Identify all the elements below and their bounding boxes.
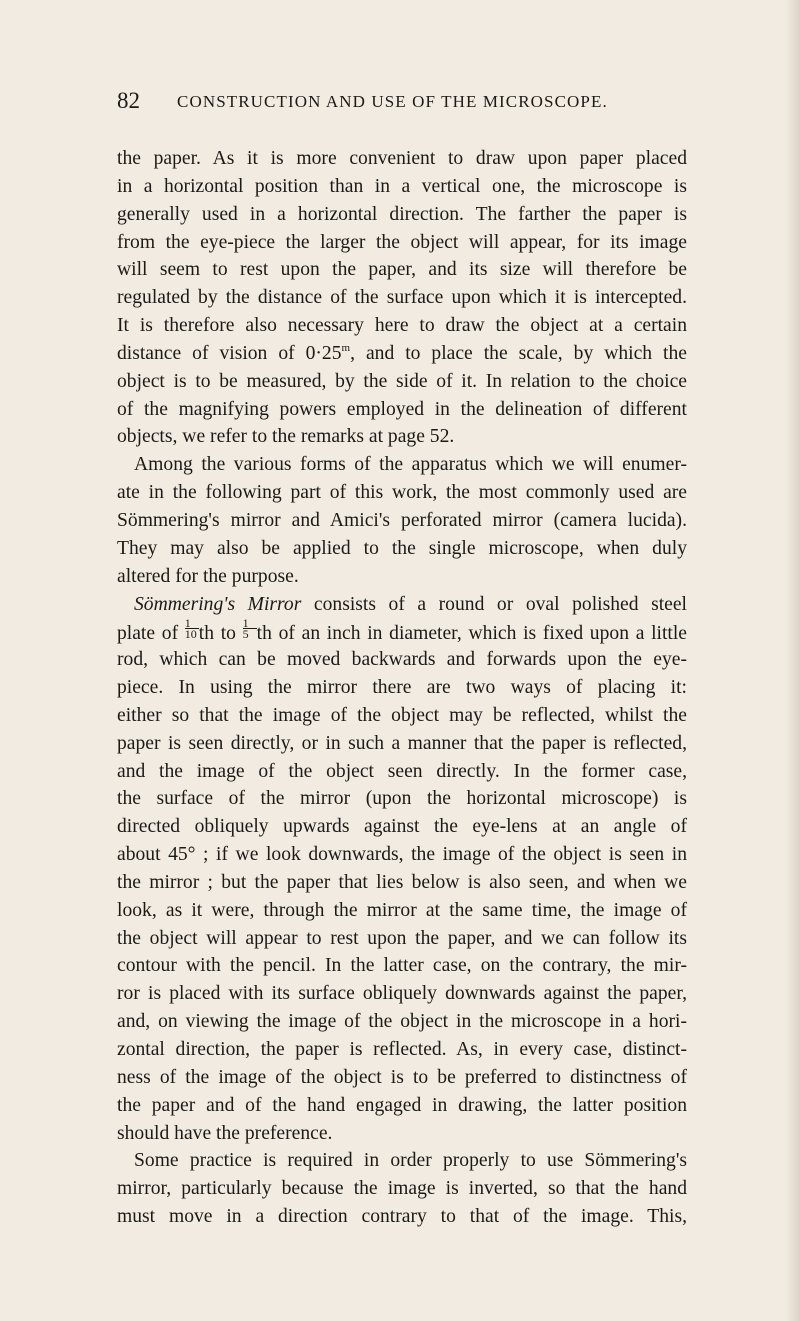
italic-heading: Sömmering's Mirror bbox=[134, 593, 302, 615]
fraction-one-fifth: $\frac{1}{5}$ bbox=[243, 618, 257, 639]
text-line: and the image of the object seen directly. In the former case, bbox=[117, 760, 687, 782]
text-line: altered for the purpose. bbox=[117, 565, 299, 587]
text-line: regulated by the distance of the surface upon which it is intercepted. bbox=[117, 287, 687, 309]
text-line: should have the preference. bbox=[117, 1122, 333, 1144]
text-line: It is therefore also necessary here to draw the object at a certain bbox=[117, 315, 687, 337]
text-segment: consists of a round or oval polished steel bbox=[301, 593, 687, 615]
text-line: look, as it were, through the mirror at the same time, the image of bbox=[117, 899, 687, 921]
text-line: must move in a direction contrary to that of the image. This, bbox=[117, 1206, 687, 1228]
text-segment: plate of bbox=[117, 623, 185, 645]
text-line: the object will appear to rest upon the paper, and we can follow its bbox=[117, 927, 687, 949]
text-line: ness of the image of the object is to be preferred to distinctness of bbox=[117, 1066, 687, 1088]
fraction-one-tenth: $\frac{1}{10}$ bbox=[184, 616, 197, 642]
text-line-with-superscript bbox=[117, 340, 687, 368]
paragraph-start-italic-heading bbox=[117, 591, 687, 619]
text-line: zontal direction, the paper is reflected. As, in every case, distinct- bbox=[117, 1039, 687, 1060]
text-line: of the magnifying powers employed in the delineation of different bbox=[117, 398, 687, 420]
text-line: They may also be applied to the single microscope, when duly bbox=[117, 537, 687, 559]
text-line: will seem to rest upon the paper, and its size will therefore be bbox=[117, 259, 687, 281]
paragraph-start: Some practice is required in order properly to use Sömmering's bbox=[134, 1150, 687, 1172]
body-text bbox=[117, 145, 687, 1231]
text-line: ror is placed with its surface obliquely downwards against the paper, bbox=[117, 983, 687, 1005]
text-segment: , and to place the scale, by which the bbox=[350, 342, 687, 364]
page-number: 82 bbox=[117, 88, 140, 113]
text-line-with-fractions bbox=[117, 618, 687, 646]
text-line: the surface of the mirror (upon the horizontal microscope) is bbox=[117, 788, 687, 810]
text-line: directed obliquely upwards against the eye-lens at an angle of bbox=[117, 816, 687, 838]
text-line: from the eye-piece the larger the object will appear, for its image bbox=[117, 231, 687, 253]
text-line: the paper and of the hand engaged in drawing, the latter position bbox=[117, 1094, 687, 1116]
text-line: paper is seen directly, or in such a manner that the paper is reflected, bbox=[117, 732, 687, 754]
running-title: CONSTRUCTION AND USE OF THE MICROSCOPE. bbox=[177, 92, 608, 111]
text-line: either so that the image of the object may be reflected, whilst the bbox=[117, 704, 687, 726]
text-segment: distance of vision of 0·25 bbox=[117, 342, 342, 364]
text-segment: th to bbox=[198, 623, 243, 645]
page-edge-shadow bbox=[786, 0, 800, 1321]
text-line: objects, we refer to the remarks at page 52. bbox=[117, 426, 455, 448]
text-line: generally used in a horizontal direction. The farther the paper is bbox=[117, 203, 687, 225]
text-line: about 45° ; if we look downwards, the image of the object is seen in bbox=[117, 844, 687, 866]
superscript-m: m bbox=[341, 341, 351, 354]
text-line: Sömmering's mirror and Amici's perforated mirror (camera lucida). bbox=[117, 509, 687, 531]
text-line: the paper. As it is more convenient to draw upon paper placed bbox=[117, 148, 687, 169]
text-line: object is to be measured, by the side of it. In relation to the choice bbox=[117, 370, 687, 392]
text-segment: th of an inch in diameter, which is fixed upon a little bbox=[256, 623, 687, 645]
text-line: mirror, particularly because the image is inverted, so that the hand bbox=[117, 1178, 687, 1200]
text-line: rod, which can be moved backwards and forwards upon the eye- bbox=[117, 649, 687, 671]
text-line: ate in the following part of this work, the most commonly used are bbox=[117, 482, 687, 504]
text-line: in a horizontal position than in a vertical one, the microscope is bbox=[117, 175, 687, 197]
text-line: the mirror ; but the paper that lies below is also seen, and when we bbox=[117, 871, 687, 893]
text-line: and, on viewing the image of the object in the microscope in a hori- bbox=[117, 1011, 687, 1033]
paragraph-start: Among the various forms of the apparatus which we will enumer- bbox=[134, 454, 687, 476]
running-head bbox=[117, 88, 687, 114]
text-line: contour with the pencil. In the latter case, on the contrary, the mir- bbox=[117, 955, 687, 977]
text-line: piece. In using the mirror there are two ways of placing it: bbox=[117, 677, 687, 699]
